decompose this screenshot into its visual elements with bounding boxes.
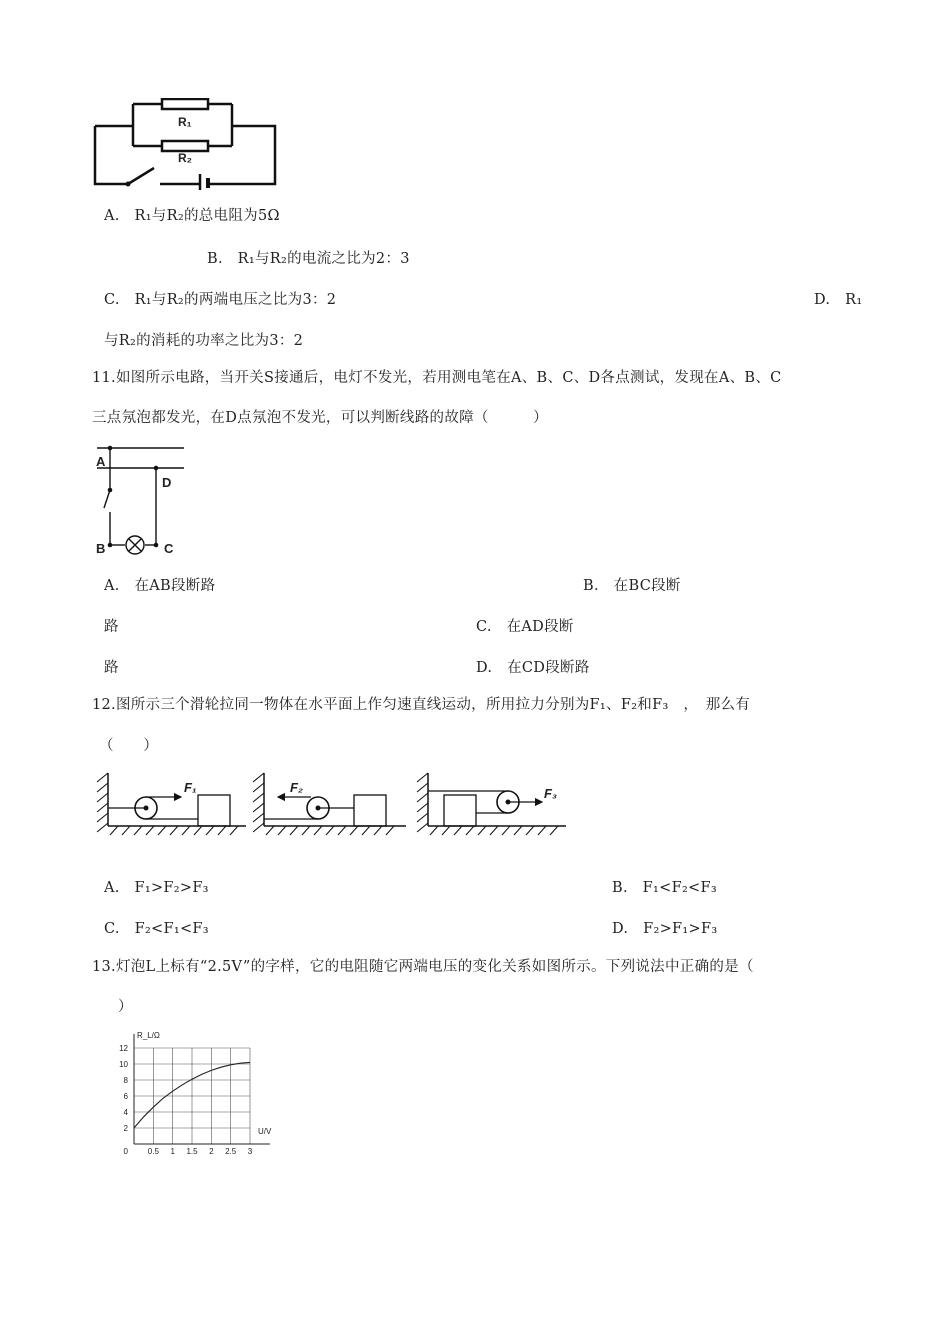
q12-stem-line2: （ ） (99, 738, 159, 754)
r1-resistor (162, 99, 208, 109)
q11-option-b-tail: 路 (104, 619, 119, 635)
y-tick-label: 8 (123, 1076, 128, 1085)
y-tick-label: 10 (119, 1060, 128, 1069)
f2-label: F₂ (290, 780, 303, 795)
pulley-panel-3 (417, 773, 566, 835)
q12-option-d: D. F₂>F₁>F₃ (612, 921, 718, 937)
parallel-circuit-figure (90, 98, 285, 190)
r2-resistor (162, 141, 208, 151)
point-a-label: A (96, 454, 106, 469)
q10-option-d-tail: 与R₂的消耗的功率之比为3：2 (104, 333, 304, 349)
point-c-label: C (164, 541, 174, 556)
q12-option-b: B. F₁<F₂<F₃ (612, 880, 717, 896)
f3-label: F₃ (544, 786, 557, 801)
x-tick-labels (148, 1147, 253, 1156)
origin-tick-label: 0 (123, 1147, 128, 1156)
y-tick-label: 12 (119, 1044, 128, 1053)
y-axis-label: R_L/Ω (137, 1031, 160, 1040)
q10-option-d-head: D. R₁ (814, 292, 863, 308)
pulley-systems-figure (96, 768, 576, 838)
y-tick-labels (119, 1044, 128, 1149)
q12-stem-line1: 12.图所示三个滑轮拉同一物体在水平面上作匀速直线运动，所用拉力分别为F₁、F₂和F₃ ， 那么有 (92, 697, 751, 713)
point-d-label: D (162, 475, 172, 490)
q11-stem-line2: 三点氖泡都发光，在D点氖泡不发光，可以判断线路的故障（ ） (92, 410, 548, 426)
r2-label: R₂ (178, 151, 192, 165)
household-circuit-figure (92, 440, 192, 560)
f1-label: F₁ (184, 780, 197, 795)
y-tick-label: 6 (123, 1092, 128, 1101)
switch-blade (128, 168, 154, 184)
q12-option-a: A. F₁>F₂>F₃ (104, 880, 209, 896)
x-axis-label: U/V (258, 1127, 272, 1136)
q11-stem-line1: 11.如图所示电路，当开关S接通后，电灯不发光，若用测电笔在A、B、C、D各点测试，发现在A、B、C (92, 370, 782, 386)
q10-option-b: B. R₁与R₂的电流之比为2：3 (207, 251, 410, 267)
x-tick-label: 1.5 (186, 1147, 198, 1156)
x-tick-label: 3 (247, 1147, 253, 1156)
q11-option-c-tail: 路 (104, 660, 119, 676)
q13-stem-line1: 13.灯泡L上标有“2.5V”的字样，它的电阻随它两端电压的变化关系如图所示。下列说法中正确的是（ (92, 959, 754, 975)
q11-option-a: A. 在AB段断路 (104, 578, 216, 594)
pulley-panel-2 (253, 773, 406, 835)
x-tick-label: 2.5 (225, 1147, 237, 1156)
r1-label: R₁ (178, 115, 192, 129)
y-tick-label: 4 (123, 1108, 128, 1117)
x-tick-label: 1 (170, 1147, 175, 1156)
q11-option-c-head: C. 在AD段断 (476, 619, 574, 635)
q12-option-c: C. F₂<F₁<F₃ (104, 921, 209, 937)
switch-s (104, 490, 110, 508)
q11-option-d: D. 在CD段断路 (476, 660, 590, 676)
y-tick-label: 2 (123, 1124, 128, 1133)
point-b-label: B (96, 541, 106, 556)
switch-pivot (126, 182, 131, 187)
q11-option-b-head: B. 在BC段断 (583, 578, 681, 594)
q10-option-c: C. R₁与R₂的两端电压之比为3：2 (104, 292, 337, 308)
resistance-voltage-chart (110, 1028, 285, 1158)
pulley-panel-1 (97, 773, 246, 835)
x-tick-label: 0.5 (147, 1147, 159, 1156)
chart-grid (134, 1048, 250, 1144)
q10-option-a: A. R₁与R₂的总电阻为5Ω (104, 208, 280, 224)
x-tick-label: 2 (209, 1147, 214, 1156)
q13-stem-line2: ） (118, 999, 133, 1015)
